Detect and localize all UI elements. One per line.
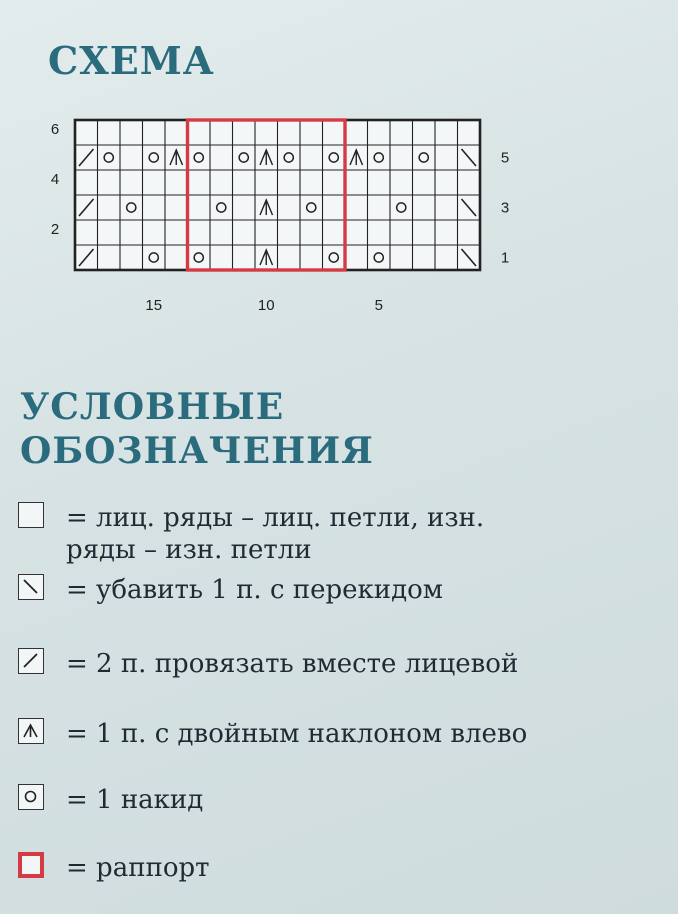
legend-text-knit-line2: ряды – изн. петли	[66, 535, 312, 565]
column-number: 10	[257, 297, 275, 314]
row-number-left: 2	[50, 221, 60, 238]
scheme-title: СХЕМА	[48, 38, 215, 83]
row-number-left: 4	[50, 171, 60, 188]
row-number-left: 6	[50, 121, 60, 138]
double-decrease-icon	[18, 718, 44, 744]
knitting-chart	[30, 118, 570, 333]
yarn-over-icon	[18, 784, 44, 810]
column-number: 15	[145, 297, 163, 314]
column-number: 5	[374, 297, 383, 314]
legend-text-ssk: = убавить 1 п. с перекидом	[66, 575, 443, 605]
legend-title-line1: УСЛОВНЫЕ	[20, 386, 285, 428]
legend-text-k2tog: = 2 п. провязать вместе лицевой	[66, 649, 519, 679]
legend-text-rapport: = раппорт	[66, 853, 210, 883]
legend-text-double-decrease: = 1 п. с двойным наклоном влево	[66, 719, 528, 749]
legend-text-knit-line1: = лиц. ряды – лиц. петли, изн.	[66, 503, 485, 533]
row-number-right: 1	[500, 249, 510, 267]
ssk-decrease-icon	[18, 574, 44, 600]
row-number-right: 5	[500, 149, 510, 167]
knitting-chart-svg	[30, 118, 570, 333]
legend-item-ssk	[18, 574, 443, 606]
legend-item-yarn-over	[18, 784, 203, 816]
empty-cell-icon	[18, 502, 44, 528]
k2tog-decrease-icon	[18, 648, 44, 674]
legend-item-k2tog	[18, 648, 518, 680]
row-number-right: 3	[500, 199, 510, 217]
legend-text-yarn-over: = 1 накид	[66, 785, 204, 815]
legend-title-line2: ОБОЗНАЧЕНИЯ	[20, 430, 374, 472]
legend-item-double-decrease	[18, 718, 527, 750]
legend-item-knit	[18, 502, 484, 566]
rapport-square-icon	[18, 852, 44, 878]
legend-item-rapport	[18, 852, 210, 884]
